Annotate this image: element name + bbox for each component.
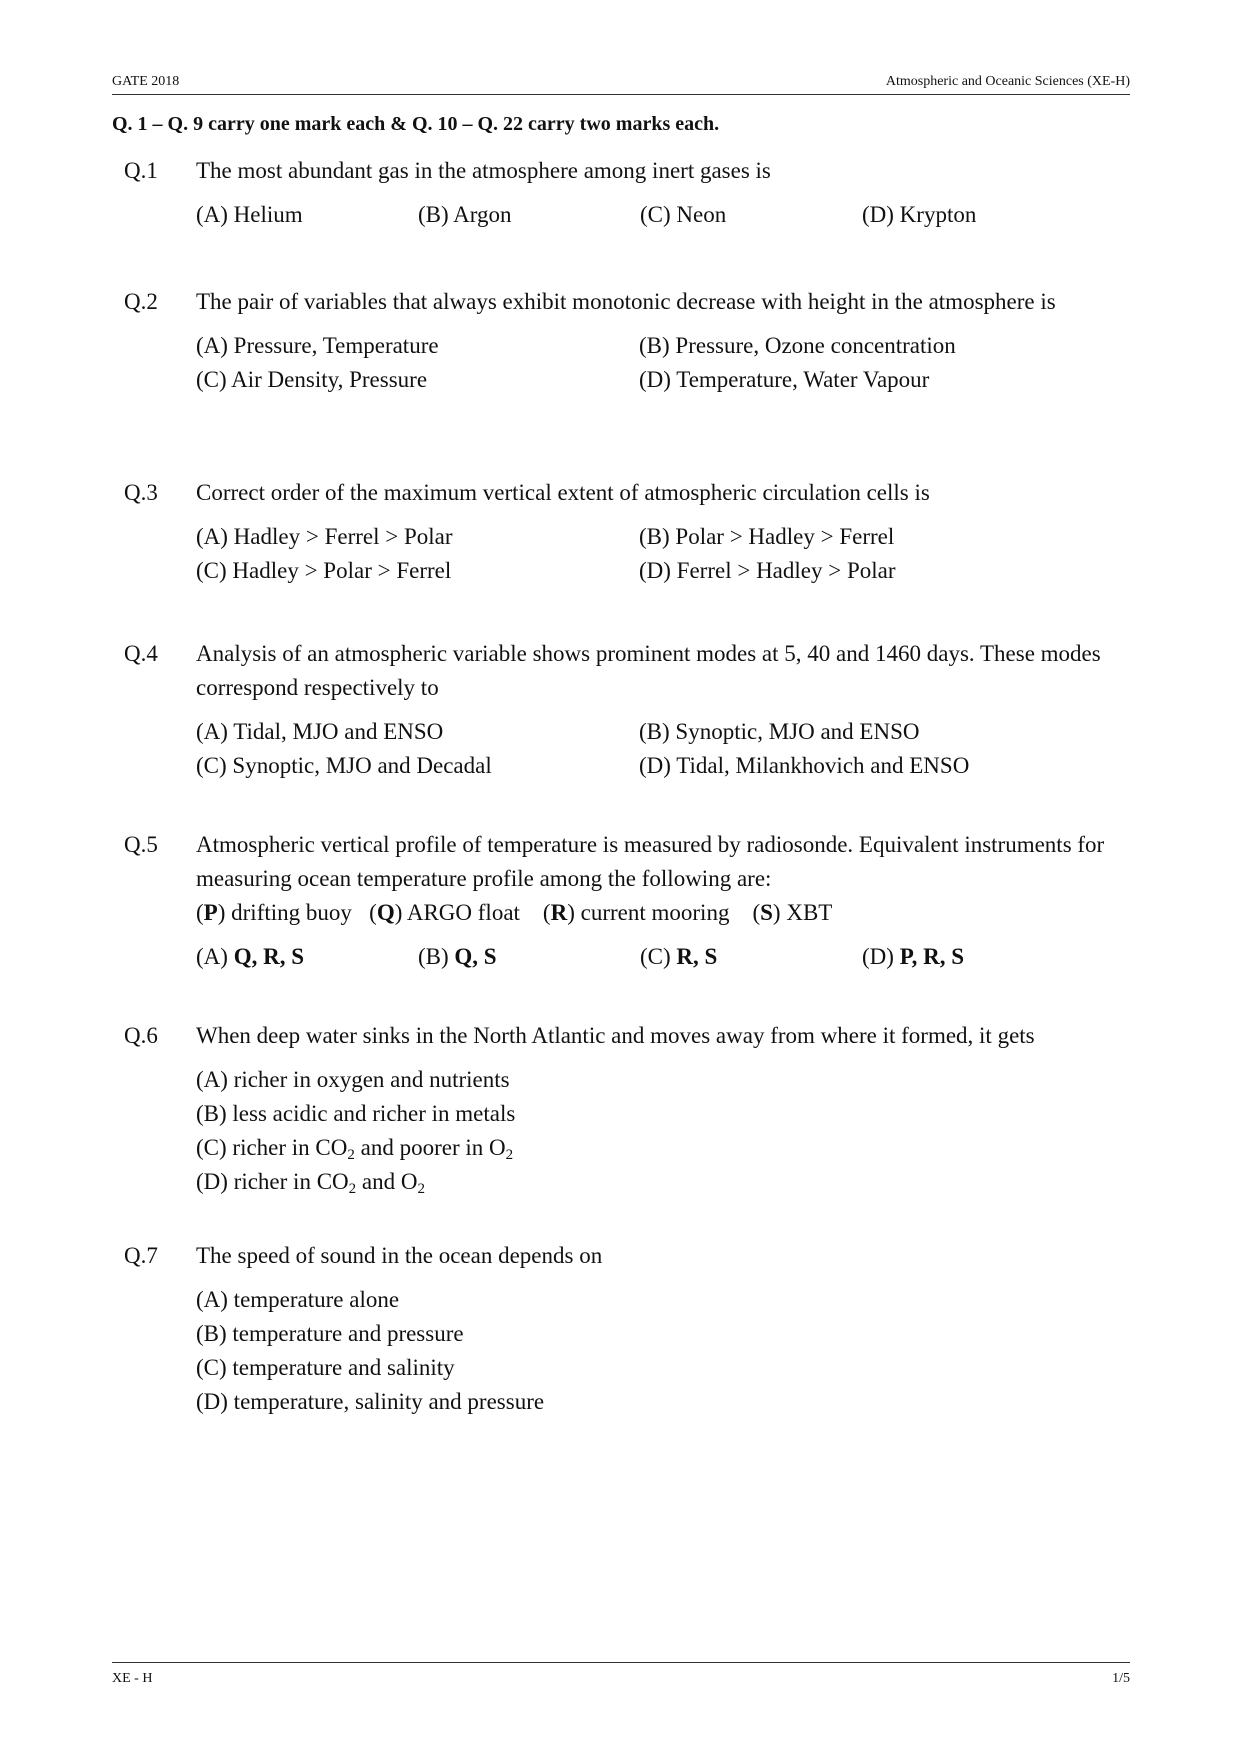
question-number: Q.6 xyxy=(124,1023,158,1048)
option-a: (A) Hadley > Ferrel > Polar xyxy=(196,524,453,549)
option-a: (A) richer in oxygen and nutrients xyxy=(196,1067,510,1092)
question-number: Q.3 xyxy=(124,480,158,505)
question-stem: The pair of variables that always exhibit monotonic decrease with height in the atmosphere is xyxy=(196,289,1056,314)
option-b: (B) Synoptic, MJO and ENSO xyxy=(639,719,920,744)
option-b: (B) Polar > Hadley > Ferrel xyxy=(639,524,895,549)
option-d: (D) Ferrel > Hadley > Polar xyxy=(639,558,896,583)
question-number: Q.1 xyxy=(124,158,158,183)
question-stem: When deep water sinks in the North Atlantic and moves away from where it formed, it gets xyxy=(196,1023,1035,1048)
item-q: (Q) ARGO float xyxy=(369,900,520,925)
option-d: (D) Tidal, Milankhovich and ENSO xyxy=(639,753,970,778)
footer-paper-code: XE - H xyxy=(112,1671,153,1686)
option-b: (B) Q, S xyxy=(418,944,497,969)
question-5 xyxy=(124,828,1134,974)
question-stem xyxy=(196,828,1134,930)
question-stem: Correct order of the maximum vertical extent of atmospheric circulation cells is xyxy=(196,480,930,505)
option-d: (D) Krypton xyxy=(862,202,977,227)
question-stem: The speed of sound in the ocean depends on xyxy=(196,1243,603,1268)
question-number: Q.7 xyxy=(124,1243,158,1268)
option-a: (A) Q, R, S xyxy=(196,944,304,969)
options xyxy=(196,329,1134,397)
item-r: (R) current mooring xyxy=(542,900,730,925)
instructions: Q. 1 – Q. 9 carry one mark each & Q. 10 – Q. 22 carry two marks each. xyxy=(112,113,720,135)
option-b: (B) less acidic and richer in metals xyxy=(196,1101,516,1126)
options xyxy=(196,520,1134,588)
page-header xyxy=(112,74,1130,95)
question-7 xyxy=(124,1239,1134,1419)
option-d: (D) Temperature, Water Vapour xyxy=(639,367,930,392)
option-c: (C) temperature and salinity xyxy=(196,1355,455,1380)
question-2 xyxy=(124,285,1134,397)
question-1 xyxy=(124,154,1134,232)
option-a: (A) Pressure, Temperature xyxy=(196,333,439,358)
header-exam: GATE 2018 xyxy=(112,74,180,89)
question-6 xyxy=(124,1019,1134,1199)
option-c: (C) Synoptic, MJO and Decadal xyxy=(196,753,492,778)
option-b: (B) Argon xyxy=(418,202,512,227)
options xyxy=(196,1283,1134,1419)
page-footer xyxy=(112,1662,1130,1687)
header-subject: Atmospheric and Oceanic Sciences (XE-H) xyxy=(885,74,1130,89)
option-b: (B) Pressure, Ozone concentration xyxy=(639,333,956,358)
options xyxy=(196,198,1134,232)
item-p: (P) drifting buoy xyxy=(196,900,352,925)
options xyxy=(196,715,1134,783)
stem-text: Atmospheric vertical profile of temperature is measured by radiosonde. Equivalent instruments for measuring ocean temperature profile among the following are: xyxy=(196,832,1105,891)
option-c: (C) Neon xyxy=(640,202,727,227)
option-a: (A) temperature alone xyxy=(196,1287,400,1312)
question-number: Q.2 xyxy=(124,289,158,314)
question-number: Q.5 xyxy=(124,832,158,857)
option-d: (D) richer in $CO_2$ and $O_2$ xyxy=(196,1169,425,1197)
question-stem: Analysis of an atmospheric variable shows prominent modes at 5, 40 and 1460 days. These modes correspond respectively to xyxy=(196,641,1101,700)
option-c: (C) R, S xyxy=(640,944,718,969)
option-d: (D) temperature, salinity and pressure xyxy=(196,1389,545,1414)
question-3 xyxy=(124,476,1134,588)
options xyxy=(196,940,1134,974)
page-number: 1/5 xyxy=(1112,1671,1130,1686)
option-c: (C) richer in $CO_2$ and poorer in $O_2$ xyxy=(196,1135,514,1163)
options xyxy=(196,1063,1134,1199)
item-s: (S) XBT xyxy=(752,900,833,925)
option-c: (C) Hadley > Polar > Ferrel xyxy=(196,558,452,583)
option-b: (B) temperature and pressure xyxy=(196,1321,464,1346)
option-a: (A) Helium xyxy=(196,202,303,227)
option-c: (C) Air Density, Pressure xyxy=(196,367,428,392)
question-stem: The most abundant gas in the atmosphere among inert gases is xyxy=(196,158,771,183)
question-number: Q.4 xyxy=(124,641,158,666)
option-a: (A) Tidal, MJO and ENSO xyxy=(196,719,444,744)
question-4 xyxy=(124,637,1134,783)
option-d: (D) P, R, S xyxy=(862,944,965,969)
